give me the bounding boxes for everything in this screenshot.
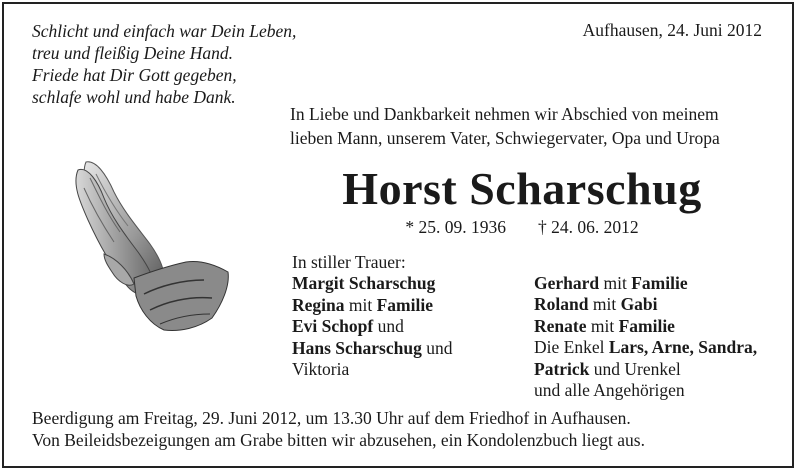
life-dates xyxy=(290,217,754,238)
mourner-row xyxy=(534,273,757,294)
mourners-right-column xyxy=(534,273,757,401)
mourner-name: Roland xyxy=(534,294,589,315)
intro-line-1: In Liebe und Dankbarkeit nehmen wir Abschied von meinem xyxy=(290,104,719,124)
deceased-name: Horst Scharschug xyxy=(342,163,702,214)
dateline: Aufhausen, 24. Juni 2012 xyxy=(582,20,762,40)
mourners-left-column xyxy=(292,252,452,380)
mourner-name: Margit Scharschug xyxy=(292,273,436,294)
mourner-partner: Gabi xyxy=(620,294,658,315)
intro-line-2: lieben Mann, unserem Vater, Schwiegervater, Opa und Uropa xyxy=(290,128,720,148)
death-date: † 24. 06. 2012 xyxy=(538,217,639,237)
connector: und xyxy=(373,316,404,337)
poem-line-2: treu und fleißig Deine Hand. xyxy=(32,43,234,63)
mourner-name: Hans Scharschug xyxy=(292,337,422,358)
connector: mit xyxy=(599,273,632,293)
mourner-family: Familie xyxy=(618,315,675,336)
grandchildren-names: Lars, Arne, Sandra, xyxy=(608,337,758,358)
poem-line-1: Schlicht und einfach war Dein Leben, xyxy=(32,21,297,41)
mourner-row xyxy=(534,294,757,315)
praying-hands-icon xyxy=(64,154,244,354)
connector: mit xyxy=(588,294,621,315)
grandchildren-label: Die Enkel xyxy=(534,337,609,358)
mourner-row xyxy=(534,316,757,337)
mourner-row: und alle Angehörigen xyxy=(534,380,685,401)
connector: und Urenkel xyxy=(589,358,681,379)
mourner-name: Patrick xyxy=(534,358,590,379)
birth-date: * 25. 09. 1936 xyxy=(405,217,506,237)
funeral-info xyxy=(32,407,645,451)
mourner-name: Evi Schopf xyxy=(292,316,374,337)
connector: und xyxy=(421,337,453,358)
mourner-name: Regina xyxy=(292,294,345,315)
mourner-name: Gerhard xyxy=(534,273,600,293)
mourner-row xyxy=(292,273,452,294)
mourners-heading: In stiller Trauer: xyxy=(292,252,406,272)
mourner-family: Familie xyxy=(631,273,688,293)
mourner-name: Renate xyxy=(534,315,587,336)
mourner-row xyxy=(534,359,757,380)
obituary-notice xyxy=(2,2,794,468)
intro-text xyxy=(290,102,720,150)
poem-line-3: Friede hat Dir Gott gegeben, xyxy=(32,65,237,85)
mourner-row xyxy=(292,316,452,337)
funeral-line-1: Beerdigung am Freitag, 29. Juni 2012, um 13.30 Uhr auf dem Friedhof in Aufhausen. xyxy=(32,408,631,428)
connector: mit xyxy=(586,315,619,336)
mourner-family: Familie xyxy=(376,294,433,315)
mourner-row: Viktoria xyxy=(292,359,350,380)
poem xyxy=(32,20,296,108)
mourner-row xyxy=(292,338,452,359)
mourner-row xyxy=(534,337,757,358)
poem-line-4: schlafe wohl und habe Dank. xyxy=(32,87,236,107)
connector: mit xyxy=(344,294,377,315)
funeral-line-2: Von Beileidsbezeigungen am Grabe bitten wir abzusehen, ein Kondolenzbuch liegt aus. xyxy=(32,430,645,450)
mourner-row xyxy=(292,295,452,316)
